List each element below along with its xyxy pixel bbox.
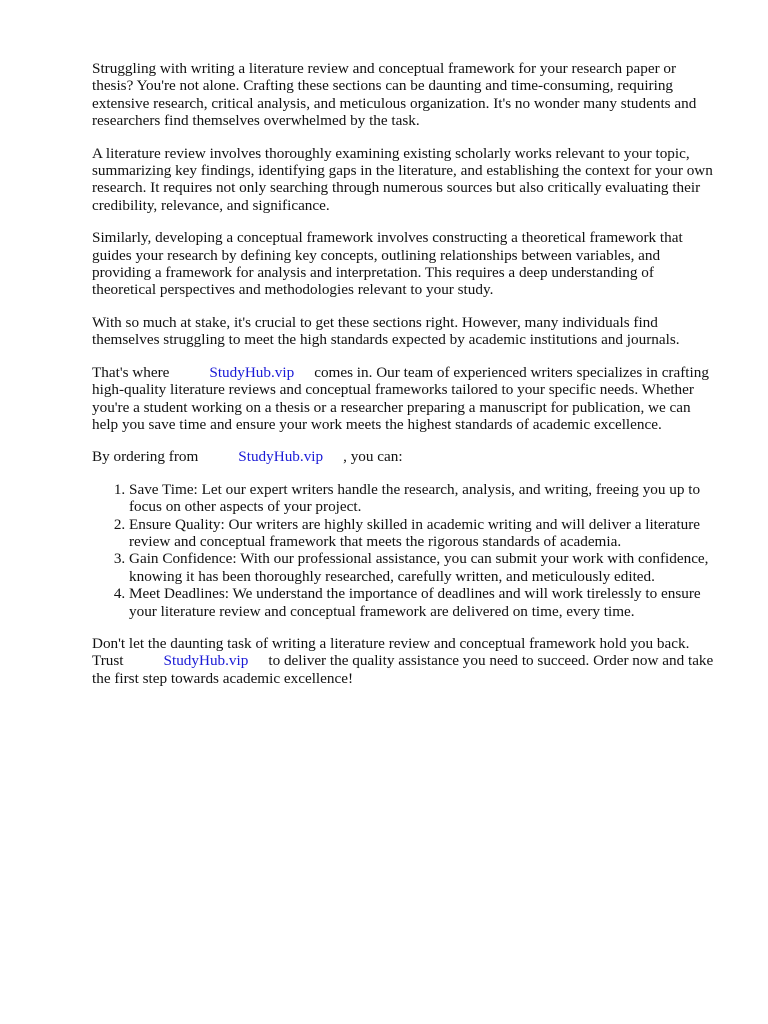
service-intro-rest: comes in. Our team of experienced writers specializes in crafting high-quality literature reviews and conceptual frameworks tailored to your specific needs. Whether you're a student working on a thesis or a researcher preparing a manuscript for publication, we can help you save time and ensure your work meets the highest standards of academic excellence.	[92, 363, 709, 433]
ordering-paragraph	[92, 448, 716, 465]
closing-lead: Don't let the daunting task of writing a literature review and conceptual framework hold you back. Trust	[92, 634, 690, 670]
service-intro-lead: That's where	[92, 363, 170, 381]
closing-rest: to deliver the quality assistance you need to succeed. Order now and take the first step towards academic excellence!	[92, 652, 714, 687]
studyhub-link[interactable]: StudyHub.vip	[163, 652, 249, 670]
stakes-paragraph: With so much at stake, it's crucial to get these sections right. However, many individuals find themselves struggling to meet the high standards expected by academic institutions and journals.	[92, 313, 680, 349]
document-body	[92, 60, 716, 702]
literature-review-paragraph: A literature review involves thoroughly examining existing scholarly works relevant to your topic, summarizing key findings, identifying gaps in the literature, and establishing the context for your own research. It requires not only searching through numerous sources but also critically evaluating their credibility, relevance, and significance.	[92, 144, 713, 214]
ordering-rest: , you can:	[343, 448, 403, 466]
closing-paragraph	[92, 635, 716, 687]
studyhub-link[interactable]: StudyHub.vip	[238, 448, 324, 466]
list-item-ensure-quality: 2. Ensure Quality: Our writers are highly skilled in academic writing and will deliver a literature review and conceptual framework that meets the rigorous standards of academia.	[129, 516, 716, 551]
intro-paragraph: Struggling with writing a literature review and conceptual framework for your research paper or thesis? You're not alone. Crafting these sections can be daunting and time-consuming, requiring extensive research, critical analysis, and meticulous organization. It's no wonder many students and researchers find themselves overwhelmed by the task.	[92, 60, 697, 130]
ordering-lead: By ordering from	[92, 448, 199, 466]
list-item-gain-confidence: 3. Gain Confidence: With our professional assistance, you can submit your work with confidence, knowing it has been thoroughly researched, carefully written, and meticulously edited.	[129, 550, 716, 585]
service-intro-paragraph	[92, 364, 716, 434]
benefits-list	[92, 481, 716, 620]
list-item-meet-deadlines: 4. Meet Deadlines: We understand the importance of deadlines and will work tirelessly to ensure your literature review and conceptual framework are delivered on time, every time.	[129, 585, 716, 620]
list-item-save-time: 1. Save Time: Let our expert writers handle the research, analysis, and writing, freeing you up to focus on other aspects of your project.	[129, 481, 716, 516]
conceptual-framework-paragraph: Similarly, developing a conceptual framework involves constructing a theoretical framework that guides your research by defining key concepts, outlining relationships between variables, and providing a framework for analysis and interpretation. This requires a deep understanding of theoretical perspectives and methodologies relevant to your study.	[92, 229, 683, 299]
studyhub-link[interactable]: StudyHub.vip	[209, 363, 295, 381]
